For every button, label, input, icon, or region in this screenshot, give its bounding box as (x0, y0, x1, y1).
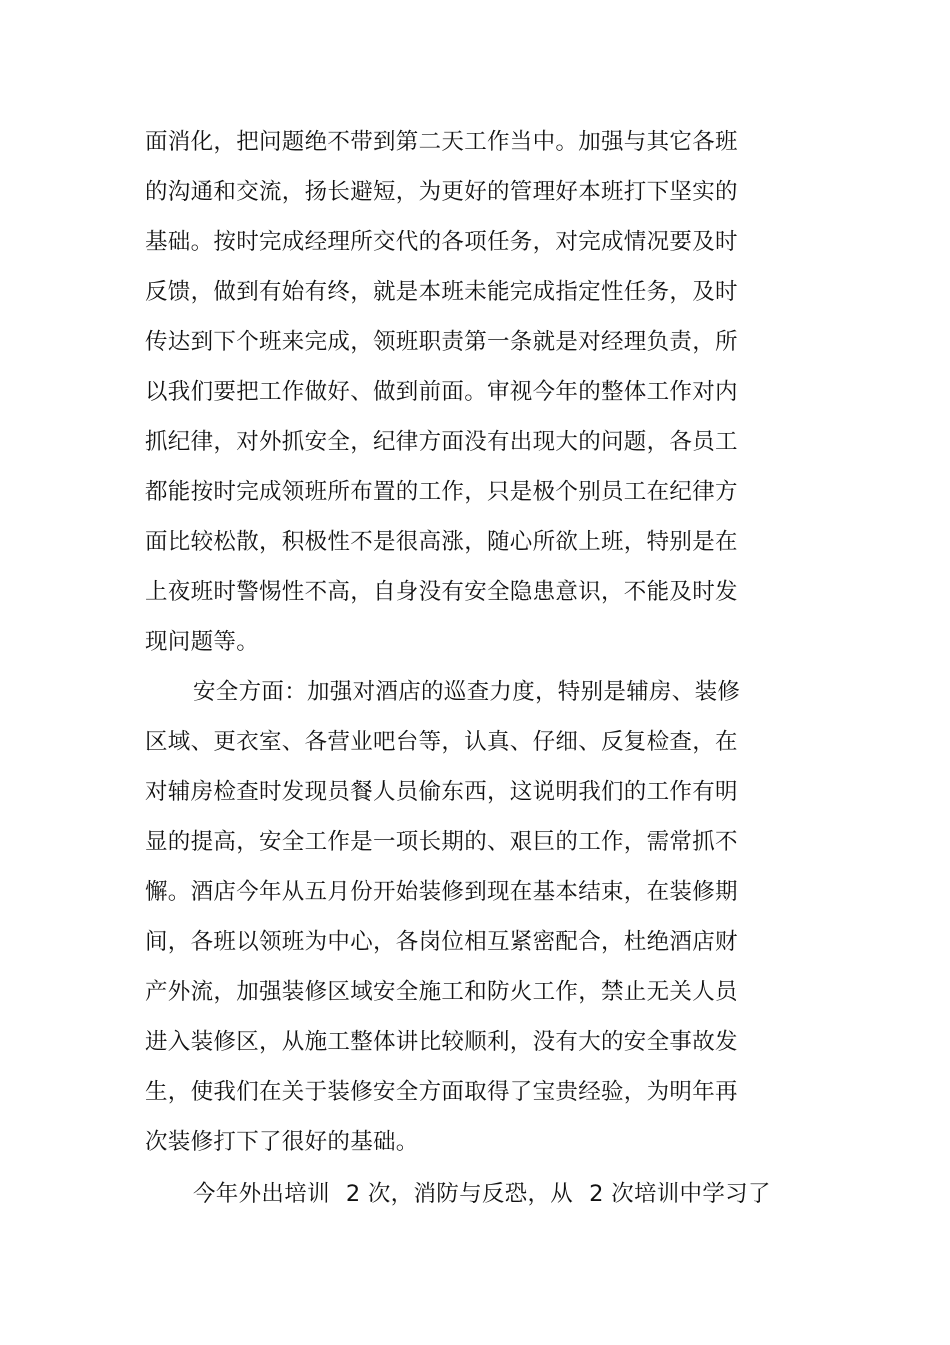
text-line: 都能按时完成领班所布置的工作，只是极个别员工在纪律方 (145, 479, 738, 505)
text-line: 安全方面：加强对酒店的巡查力度，特别是辅房、装修 (193, 679, 741, 705)
text-line: 间，各班以领班为中心，各岗位相互紧密配合，杜绝酒店财 (145, 929, 738, 955)
text-line: 进入装修区，从施工整体讲比较顺利，没有大的安全事故发 (145, 1029, 738, 1055)
text-line: 显的提高，安全工作是一项长期的、艰巨的工作，需常抓不 (145, 829, 738, 855)
text-line: 基础。按时完成经理所交代的各项任务，对完成情况要及时 (145, 229, 738, 255)
text-line: 次装修打下了很好的基础。 (145, 1129, 419, 1155)
text-line: 懈。酒店今年从五月份开始装修到现在基本结束，在装修期 (145, 879, 738, 905)
text-line: 产外流，加强装修区域安全施工和防火工作，禁止无关人员 (145, 979, 738, 1005)
text-line: 区域、更衣室、各营业吧台等，认真、仔细、反复检查，在 (145, 729, 738, 755)
text-fragment: 今年外出培训 (193, 1181, 330, 1207)
text-line: 面消化，把问题绝不带到第二天工作当中。加强与其它各班 (145, 129, 738, 155)
text-fragment: 2 次，消防与反恐，从 (345, 1181, 574, 1207)
text-line: 上夜班时警惕性不高，自身没有安全隐患意识，不能及时发 (145, 579, 738, 605)
text-line: 反馈，做到有始有终，就是本班未能完成指定性任务，及时 (145, 279, 738, 305)
text-line: 生，使我们在关于装修安全方面取得了宝贵经验，为明年再 (145, 1079, 738, 1105)
text-line: 传达到下个班来完成，领班职责第一条就是对经理负责，所 (145, 329, 738, 355)
text-line (193, 1180, 771, 1208)
text-fragment: 2 次培训中学习了 (589, 1181, 771, 1207)
text-line: 抓纪律，对外抓安全，纪律方面没有出现大的问题，各员工 (145, 429, 738, 455)
text-line: 现问题等。 (145, 629, 260, 655)
text-line: 对辅房检查时发现员餐人员偷东西，这说明我们的工作有明 (145, 779, 738, 805)
text-line: 以我们要把工作做好、做到前面。审视今年的整体工作对内 (145, 379, 738, 405)
text-line: 的沟通和交流，扬长避短，为更好的管理好本班打下坚实的 (145, 179, 738, 205)
text-line: 面比较松散，积极性不是很高涨，随心所欲上班，特别是在 (145, 529, 738, 555)
